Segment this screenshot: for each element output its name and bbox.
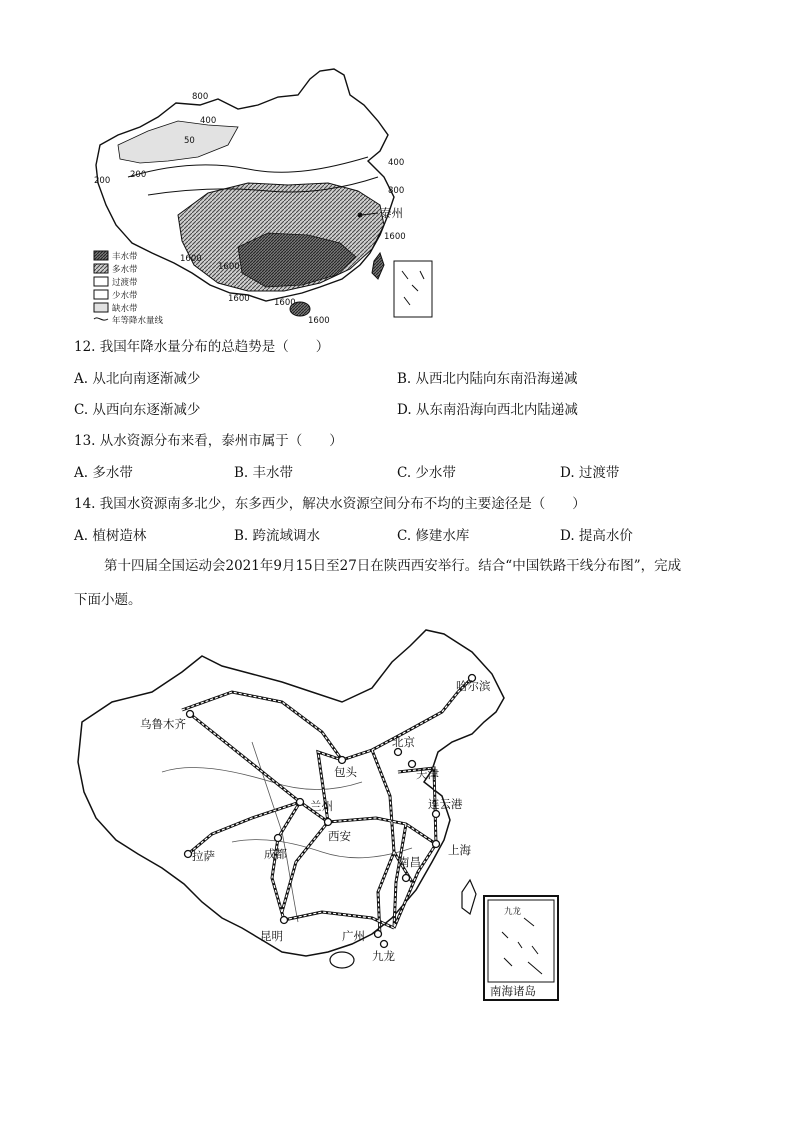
kunming-marker	[281, 917, 288, 924]
label-baotou: 包头	[334, 765, 357, 779]
svg-text:800: 800	[192, 92, 209, 102]
svg-text:400: 400	[200, 116, 217, 126]
lianyungang-marker	[433, 811, 440, 818]
svg-text:1600: 1600	[308, 316, 330, 326]
svg-text:1600: 1600	[274, 298, 296, 308]
svg-text:过渡带: 过渡带	[112, 278, 138, 288]
q12-option-c[interactable]: C. 从西向东逐渐减少	[74, 402, 201, 418]
intro-line-2: 下面小题。	[74, 592, 142, 608]
nanchang-marker	[403, 875, 410, 882]
svg-text:1600: 1600	[384, 232, 406, 242]
svg-text:50: 50	[184, 136, 195, 146]
label-jiulong: 九龙	[372, 949, 395, 963]
label-guangzhou: 广州	[342, 929, 365, 943]
label-lianyungang: 连云港	[428, 797, 463, 811]
q12-option-d[interactable]: D. 从东南沿海向西北内陆递减	[397, 402, 578, 418]
svg-text:1600: 1600	[228, 294, 250, 304]
svg-text:年等降水量线: 年等降水量线	[112, 316, 164, 326]
south-china-sea-inset	[484, 896, 558, 1000]
label-wulumuqi: 乌鲁木齐	[140, 717, 186, 731]
q14-option-a[interactable]: A. 植树造林	[74, 528, 147, 544]
intro-line-1: 第十四届全国运动会2021年9月15日至27日在陕西西安举行。结合“中国铁路干线分布图”，完成	[104, 558, 682, 574]
svg-text:200: 200	[130, 170, 147, 180]
taizhou-label: 泰州	[380, 206, 403, 220]
inset-title: 南海诸岛	[490, 984, 536, 998]
label-beijing: 北京	[392, 735, 415, 749]
svg-text:少水带: 少水带	[112, 291, 138, 301]
chengdu-marker	[275, 835, 282, 842]
svg-text:1600: 1600	[218, 262, 240, 272]
label-lanzhou: 兰州	[310, 799, 333, 813]
inset-label: 九龙	[504, 907, 522, 917]
wulumuqi-marker	[187, 711, 194, 718]
taizhou-marker	[358, 213, 363, 218]
jiulong-marker	[381, 941, 388, 948]
q13-option-d[interactable]: D. 过渡带	[560, 465, 620, 481]
svg-text:400: 400	[388, 158, 405, 168]
railway-map	[72, 622, 570, 1004]
svg-text:缺水带: 缺水带	[112, 304, 138, 314]
svg-text:1600: 1600	[180, 254, 202, 264]
q12-stem: 12. 我国年降水量分布的总趋势是（ ）	[74, 339, 330, 355]
baotou-marker	[339, 757, 346, 764]
tianjin-marker	[409, 761, 416, 768]
q13-option-c[interactable]: C. 少水带	[397, 465, 456, 481]
beijing-marker	[395, 749, 402, 756]
label-shanghai: 上海	[448, 843, 471, 857]
label-haerbin: 哈尔滨	[456, 679, 491, 693]
q14-stem: 14. 我国水资源南多北少，东多西少，解决水资源空间分布不均的主要途径是（ ）	[74, 496, 586, 512]
label-nanchang: 南昌	[398, 855, 421, 869]
intro-paragraph	[74, 552, 734, 581]
label-kunming: 昆明	[260, 929, 283, 943]
label-tianjin: 天津	[416, 767, 439, 781]
precipitation-map	[88, 65, 450, 327]
taiwan-island	[462, 880, 476, 914]
legend	[94, 251, 164, 326]
q14-option-b[interactable]: B. 跨流域调水	[234, 528, 321, 544]
lanzhou-marker	[297, 799, 304, 806]
q12-option-a[interactable]: A. 从北向南逐渐减少	[74, 371, 201, 387]
svg-text:丰水带: 丰水带	[112, 252, 138, 262]
xian-marker	[325, 819, 332, 826]
label-lasa: 拉萨	[192, 849, 215, 863]
q12-option-b[interactable]: B. 从西北内陆向东南沿海递减	[397, 371, 578, 387]
hainan-island	[330, 952, 354, 968]
label-chengdu: 成都	[264, 847, 287, 861]
q14-option-d[interactable]: D. 提高水价	[560, 528, 633, 544]
svg-text:200: 200	[94, 176, 111, 186]
lasa-marker	[185, 851, 192, 858]
q13-option-a[interactable]: A. 多水带	[74, 465, 133, 481]
guangzhou-marker	[375, 931, 382, 938]
svg-text:800: 800	[388, 186, 405, 196]
label-xian: 西安	[328, 829, 351, 843]
svg-text:多水带: 多水带	[112, 265, 138, 275]
q13-option-b[interactable]: B. 丰水带	[234, 465, 294, 481]
q13-stem: 13. 从水资源分布来看，泰州市属于（ ）	[74, 433, 343, 449]
q14-option-c[interactable]: C. 修建水库	[397, 528, 470, 544]
shanghai-marker	[433, 841, 440, 848]
